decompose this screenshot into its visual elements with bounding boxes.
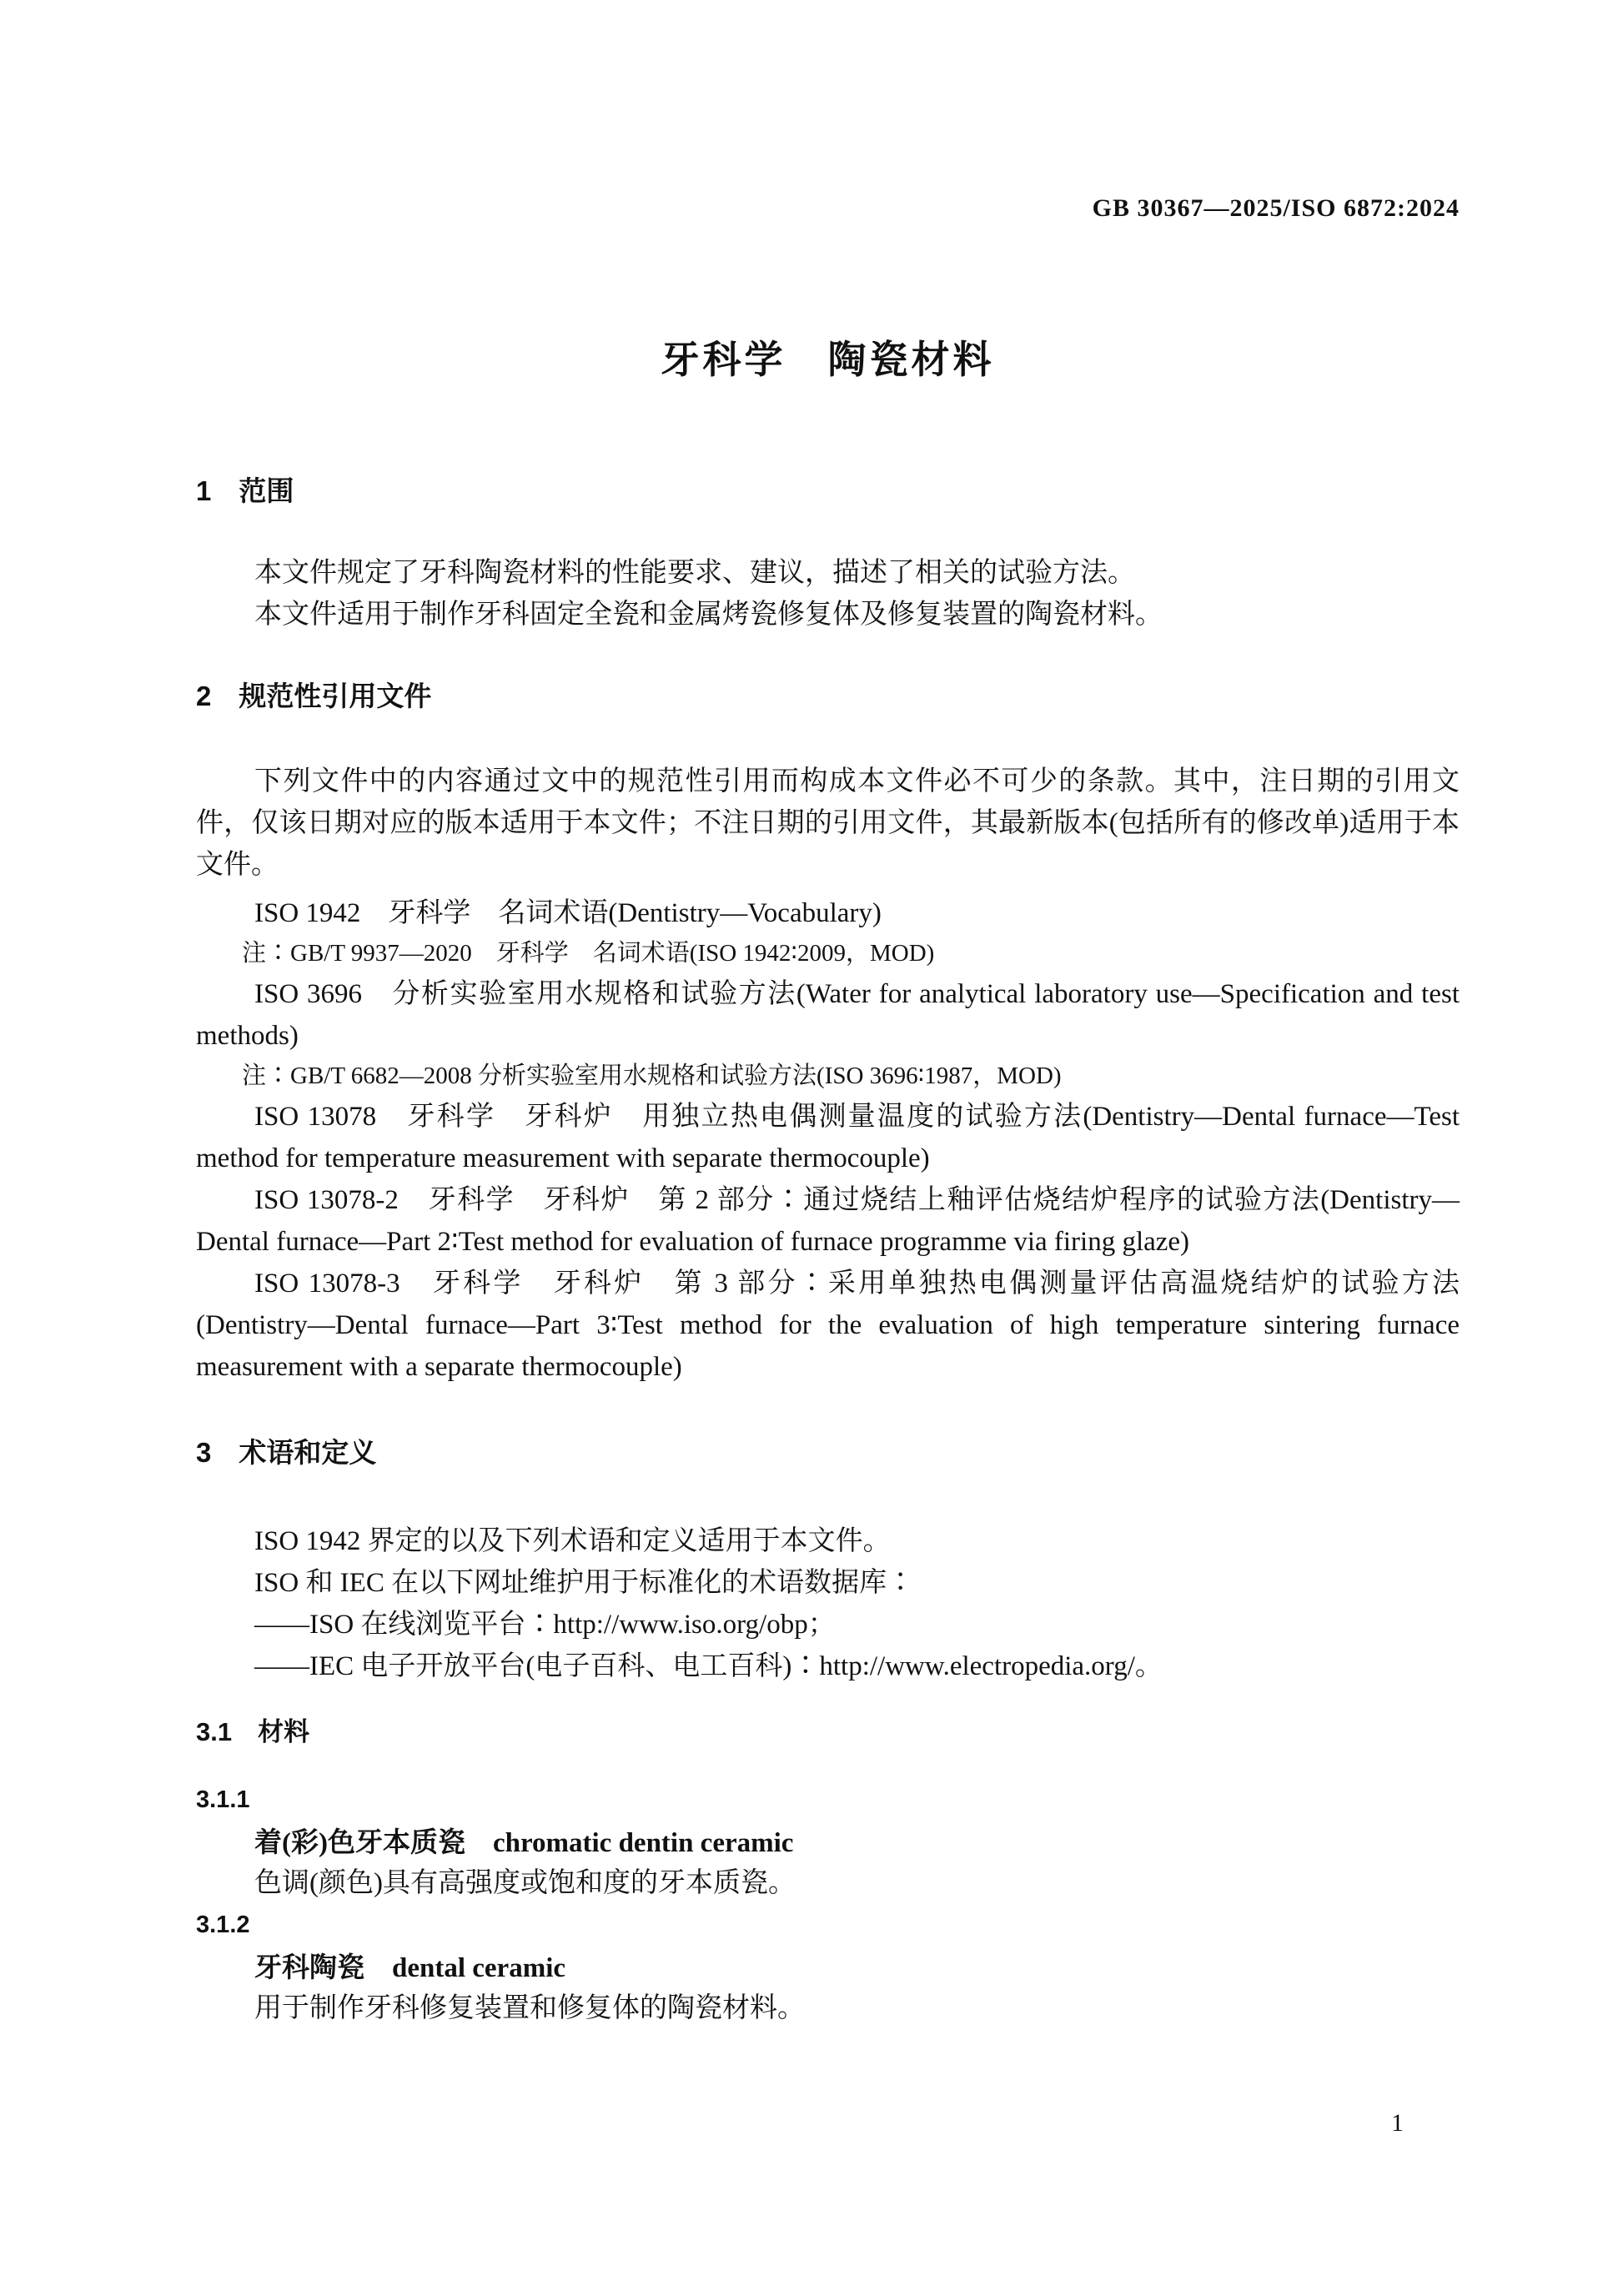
- definition-dental-ceramic: 用于制作牙科修复装置和修复体的陶瓷材料。: [254, 1993, 805, 2023]
- reference-item: ISO 13078-3 牙科学 牙科炉 第 3 部分∶采用单独热电偶测量评估高温烧结炉的试验方法(Dentistry—Dental furnace—Part 3∶Test method for the evaluation of high temperature sintering furnace measurement with a separate thermocouple): [196, 1269, 1460, 1382]
- section-1-paragraph-2: 本文件适用于制作牙科固定全瓷和金属烤瓷修复体及修复装置的陶瓷材料。: [254, 600, 1163, 630]
- section-1-heading: 1 范围: [196, 475, 294, 506]
- section-2-intro: 下列文件中的内容通过文中的规范性引用而构成本文件必不可少的条款。其中，注日期的引用文件，仅该日期对应的版本适用于本文件；不注日期的引用文件，其最新版本(包括所有的修改单)适用于本文件。: [196, 766, 1460, 880]
- page-number: 1: [1391, 2109, 1404, 2137]
- document-title: 牙科学 陶瓷材料: [661, 338, 995, 381]
- page-content: [196, 194, 1460, 2028]
- reference-item: ISO 13078 牙科学 牙科炉 用独立热电偶测量温度的试验方法(Dentistry—Dental furnace—Test method for temperature measurement with separate thermocouple): [196, 1102, 1460, 1173]
- subsection-3-1-heading: 3.1 材料: [196, 1717, 310, 1746]
- section-3-paragraph-1: ISO 1942 界定的以及下列术语和定义适用于本文件。: [254, 1526, 891, 1556]
- reference-item: ISO 13078-2 牙科学 牙科炉 第 2 部分∶通过烧结上釉评估烧结炉程序的试验方法(Dentistry—Dental furnace—Part 2∶Test method for evaluation of furnace programme via firing glaze): [196, 1185, 1460, 1257]
- terminology-database-item-iec: ——IEC 电子开放平台(电子百科、电工百科)∶http://www.electropedia.org/。: [254, 1651, 1163, 1681]
- term-dental-ceramic: 牙科陶瓷 dental ceramic: [254, 1953, 566, 1983]
- reference-item: ISO 3696 分析实验室用水规格和试验方法(Water for analytical laboratory use—Specification and test methods): [196, 979, 1460, 1051]
- document-code-header: GB 30367—2025/ISO 6872:2024: [1092, 194, 1460, 222]
- section-3-paragraph-2: ISO 和 IEC 在以下网址维护用于标准化的术语数据库∶: [254, 1568, 915, 1598]
- term-chromatic-dentin-ceramic: 着(彩)色牙本质瓷 chromatic dentin ceramic: [254, 1828, 794, 1858]
- terminology-database-item-iso: ——ISO 在线浏览平台∶http://www.iso.org/obp；: [254, 1610, 836, 1640]
- normative-references-list: [196, 892, 1460, 1388]
- clause-number-3-1-2: 3.1.2: [196, 1912, 250, 1938]
- reference-note: 注∶GB/T 9937—2020 牙科学 名词术语(ISO 1942∶2009，MOD): [242, 940, 935, 967]
- definition-chromatic-dentin-ceramic: 色调(颜色)具有高强度或饱和度的牙本质瓷。: [254, 1868, 796, 1898]
- section-1-paragraph-1: 本文件规定了牙科陶瓷材料的性能要求、建议，描述了相关的试验方法。: [254, 558, 1135, 588]
- section-3-heading: 3 术语和定义: [196, 1437, 377, 1468]
- reference-item: ISO 1942 牙科学 名词术语(Dentistry—Vocabulary): [254, 898, 882, 928]
- reference-note: 注∶GB/T 6682—2008 分析实验室用水规格和试验方法(ISO 3696∶1987，MOD): [242, 1063, 1062, 1089]
- clause-number-3-1-1: 3.1.1: [196, 1786, 250, 1813]
- section-2-heading: 2 规范性引用文件: [196, 681, 432, 711]
